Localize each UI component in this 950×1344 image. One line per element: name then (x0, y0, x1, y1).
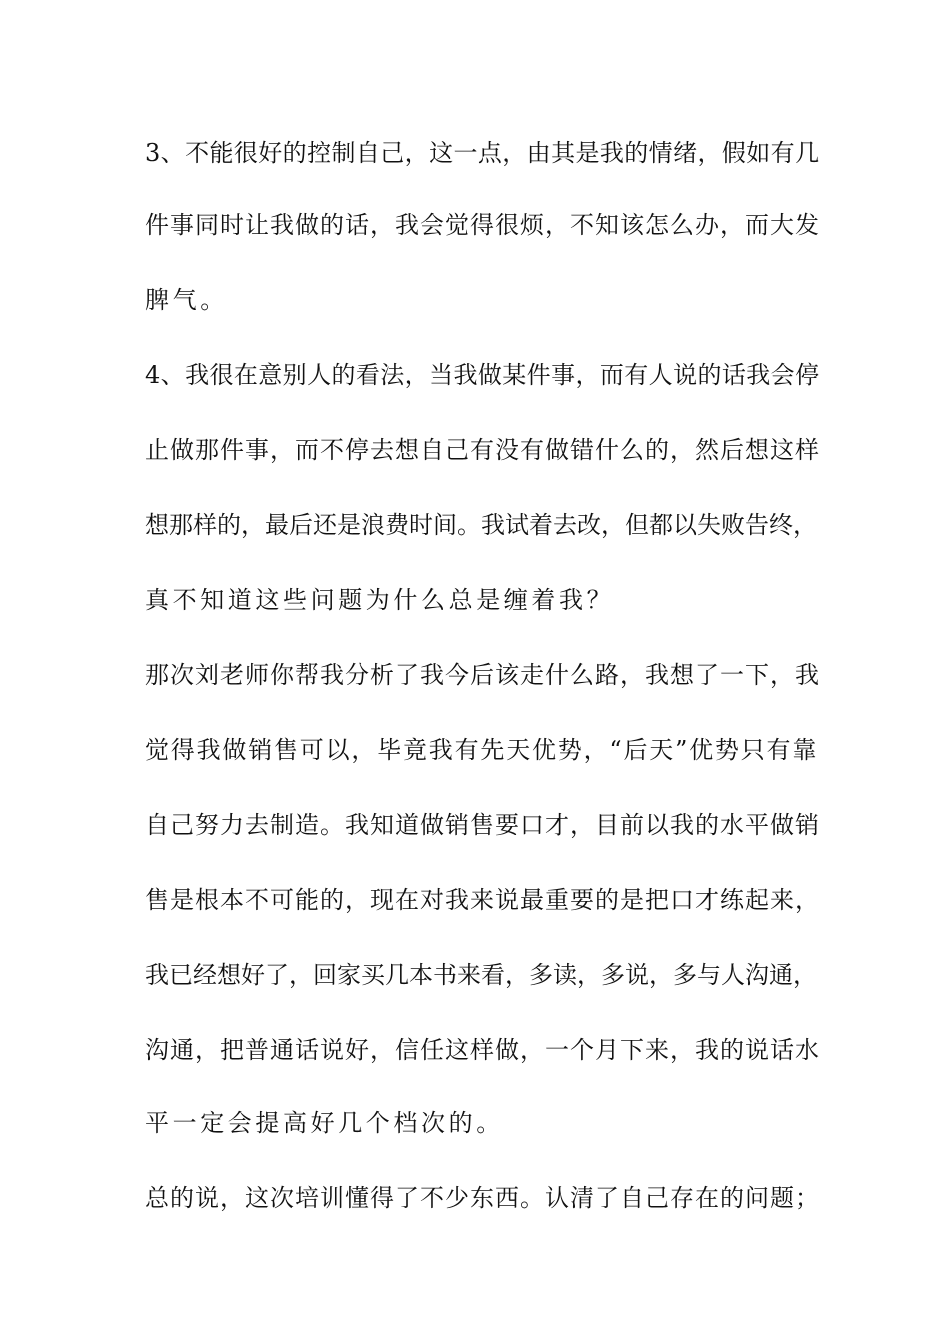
text-line: 止做那件事，而不停去想自己有没有做错什么的，然后想这样 (145, 436, 820, 464)
text-line: 真不知道这些问题为什么总是缠着我？ (145, 586, 615, 614)
text-line: 脾气。 (145, 286, 228, 314)
text-line: 3、不能很好的控制自己，这一点，由其是我的情绪，假如有几 (145, 139, 820, 167)
text-line: 沟通，把普通话说好，信任这样做，一个月下来，我的说话水 (145, 1036, 820, 1064)
text-line: 总的说，这次培训懂得了不少东西。认清了自己存在的问题； (145, 1184, 820, 1212)
text-line: 我已经想好了，回家买几本书来看，多读，多说，多与人沟通， (145, 961, 817, 989)
text-line: 平一定会提高好几个档次的。 (145, 1109, 504, 1137)
text-line: 那次刘老师你帮我分析了我今后该走什么路，我想了一下，我 (145, 661, 820, 689)
text-line: 件事同时让我做的话，我会觉得很烦，不知该怎么办，而大发 (145, 211, 820, 239)
text-line: 售是根本不可能的，现在对我来说最重要的是把口才练起来， (145, 886, 820, 914)
text-line: 觉得我做销售可以，毕竟我有先天优势，“后天”优势只有靠 (145, 736, 819, 764)
text-line: 自己努力去制造。我知道做销售要口才，目前以我的水平做销 (145, 811, 820, 839)
text-line: 想那样的，最后还是浪费时间。我试着去改，但都以失败告终， (145, 511, 817, 539)
text-line: 4、我很在意别人的看法，当我做某件事，而有人说的话我会停 (145, 361, 820, 389)
